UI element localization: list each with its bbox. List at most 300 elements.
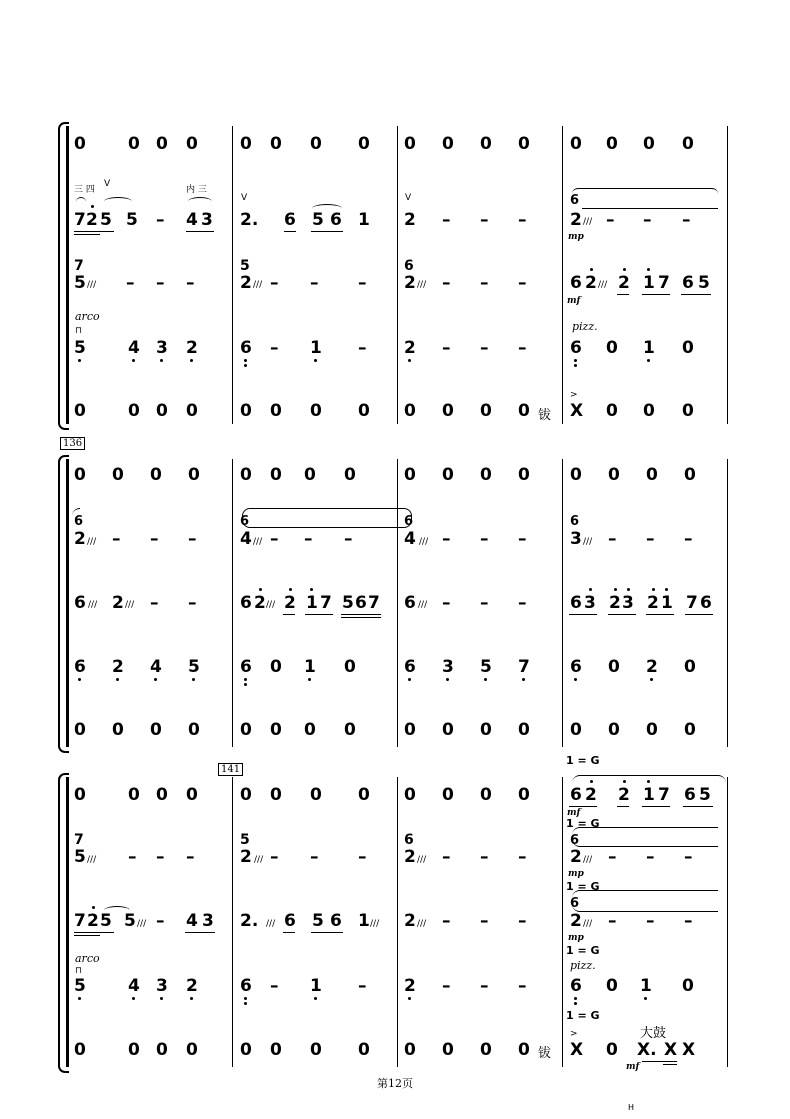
note: 2 (404, 911, 416, 931)
rest-note: 0 (270, 785, 282, 805)
octave-dot (92, 906, 95, 909)
dash: – (186, 847, 195, 867)
tremolo-mark: /// (87, 280, 97, 290)
note: 6 (284, 210, 296, 230)
dash: – (442, 529, 451, 549)
note: 7 (658, 785, 670, 805)
note: 5 (100, 210, 112, 230)
rest-note: 0 (186, 134, 198, 154)
barline (562, 126, 563, 424)
octave-dot (652, 588, 655, 591)
rest-note: 0 (646, 720, 658, 740)
octave-dot (522, 678, 525, 681)
dash: – (480, 911, 489, 931)
octave-dot (484, 678, 487, 681)
note: 3 (156, 338, 168, 358)
rest-note: 0 (128, 785, 140, 805)
rest-note: 0 (310, 785, 322, 805)
rest-note: 0 (270, 134, 282, 154)
rest-note: 0 (358, 134, 370, 154)
tremolo-mark: /// (87, 855, 97, 865)
octave-dot (244, 683, 247, 686)
dash: – (156, 847, 165, 867)
dynamic-mp: mp (568, 933, 584, 943)
octave-dot (244, 359, 247, 362)
dash: – (112, 529, 121, 549)
rest-note: 0 (74, 1040, 86, 1060)
underline (341, 614, 381, 615)
note: 2 (240, 847, 252, 867)
dash: – (518, 593, 527, 613)
dynamic-mf: mf (567, 296, 581, 306)
dash: – (608, 847, 617, 867)
dash: – (480, 593, 489, 613)
rest-note: 0 (608, 465, 620, 485)
note: 4 (150, 657, 162, 677)
dash: – (480, 273, 489, 293)
dash: – (128, 847, 137, 867)
note: 3 (156, 976, 168, 996)
key-signature: 1 = G (566, 1009, 600, 1022)
octave-dot (192, 678, 195, 681)
rest-note: 0 (684, 465, 696, 485)
note: 6 (240, 514, 250, 529)
cymbal-label: 钹 (538, 1046, 552, 1061)
dash: – (186, 273, 195, 293)
rest-note: 0 (480, 465, 492, 485)
rest-note: 0 (358, 1040, 370, 1060)
bow-mark: V (405, 193, 412, 203)
octave-dot (574, 678, 577, 681)
dash: – (518, 529, 527, 549)
underline (74, 234, 100, 235)
note: 6 (404, 832, 414, 848)
note: 2 (404, 210, 416, 230)
octave-dot (244, 1002, 247, 1005)
rest-note: 0 (518, 465, 530, 485)
dash: – (270, 529, 279, 549)
bow-mark: V (241, 193, 248, 203)
dash: – (442, 911, 451, 931)
octave-dot (665, 588, 668, 591)
note: 7 (368, 593, 380, 613)
note: 6 (240, 657, 252, 677)
octave-dot (132, 997, 135, 1000)
barline (562, 459, 563, 747)
rest-note: 0 (344, 720, 356, 740)
note: 2 (585, 785, 597, 805)
dash: – (358, 847, 367, 867)
octave-dot (78, 359, 81, 362)
octave-dot (244, 997, 247, 1000)
note: 2 (112, 657, 124, 677)
note: 1 (310, 976, 322, 996)
bass-drum-label: 大鼓 (640, 1026, 667, 1041)
underline (284, 231, 296, 232)
rest-note: 0 (344, 657, 356, 677)
note: 4 (186, 911, 198, 931)
rest-note: 0 (240, 401, 252, 421)
dash: – (646, 529, 655, 549)
tremolo-mark: /// (253, 280, 263, 290)
underline (185, 932, 215, 933)
underline (569, 806, 597, 807)
tremolo-mark: /// (88, 600, 98, 610)
dash: – (646, 847, 655, 867)
underline (311, 231, 343, 232)
dash: – (682, 210, 691, 230)
hit-note: X (664, 1040, 678, 1060)
rest-note: 0 (128, 401, 140, 421)
note: 2 (240, 273, 252, 293)
rest-note: 0 (74, 785, 86, 805)
dash: – (310, 847, 319, 867)
octave-dot (310, 588, 313, 591)
octave-dot (644, 997, 647, 1000)
dash: – (608, 911, 617, 931)
octave-dot (446, 678, 449, 681)
octave-dot (623, 780, 626, 783)
rest-note: 0 (480, 785, 492, 805)
dash: – (480, 210, 489, 230)
rest-note: 0 (404, 134, 416, 154)
note: 6 (682, 273, 694, 293)
note: 2 (284, 593, 296, 613)
barline (232, 777, 233, 1067)
note: 4 (240, 529, 252, 549)
octave-dot (160, 359, 163, 362)
rest-note: 0 (570, 465, 582, 485)
tie-line (572, 188, 718, 209)
tremolo-mark: /// (583, 537, 593, 547)
tie-line (582, 208, 718, 209)
rest-note: 0 (606, 401, 618, 421)
note: 3 (442, 657, 454, 677)
note: 1 (661, 593, 673, 613)
dash: – (344, 529, 353, 549)
tremolo-mark: /// (125, 600, 135, 610)
note: 6 (570, 514, 580, 529)
underline (305, 614, 333, 615)
dynamic-mf: mf (626, 1062, 640, 1072)
note: 5 (74, 976, 86, 996)
barline (232, 459, 233, 747)
rest-note: 0 (310, 1040, 322, 1060)
note: 3 (584, 593, 596, 613)
octave-dot (314, 359, 317, 362)
underline (608, 614, 636, 615)
note: 2 (404, 847, 416, 867)
rest-note: 0 (442, 401, 454, 421)
note: 1 (310, 338, 322, 358)
octave-dot (259, 588, 262, 591)
rest-note: 0 (404, 785, 416, 805)
rest-note: 0 (358, 785, 370, 805)
rest-note: 0 (404, 401, 416, 421)
dash: – (518, 976, 527, 996)
tremolo-mark: /// (583, 855, 593, 865)
dash: – (270, 976, 279, 996)
note: 7 (518, 657, 530, 677)
note: 5 (74, 338, 86, 358)
dash: – (518, 338, 527, 358)
rest-note: 0 (310, 401, 322, 421)
note: 2 (609, 593, 621, 613)
rest-note: 0 (240, 720, 252, 740)
note: 2 (570, 210, 582, 230)
tremolo-mark: /// (137, 919, 147, 929)
underline (683, 806, 713, 807)
rest-note: 0 (150, 465, 162, 485)
rehearsal-mark: 141 (218, 763, 243, 776)
dash: – (442, 976, 451, 996)
octave-dot (308, 678, 311, 681)
dash: – (684, 911, 693, 931)
note: 6 (570, 593, 582, 613)
tremolo-mark: /// (253, 537, 263, 547)
note: 5 (126, 210, 138, 230)
tremolo-mark: /// (419, 537, 429, 547)
dash: – (480, 529, 489, 549)
rest-note: 0 (74, 401, 86, 421)
note: 1 (643, 338, 655, 358)
dash: – (156, 273, 165, 293)
dash: – (270, 338, 279, 358)
note: 2 (570, 911, 582, 931)
note: 6 (355, 593, 367, 613)
dash: – (150, 529, 159, 549)
dash: – (684, 847, 693, 867)
slur (76, 197, 86, 206)
note: 3 (201, 210, 213, 230)
rest-note: 0 (682, 134, 694, 154)
note: 5 (312, 210, 324, 230)
note: 5 (74, 847, 86, 867)
rest-note: 0 (74, 134, 86, 154)
note: 6 (700, 593, 712, 613)
note: 7 (74, 210, 86, 230)
bow-mark: ⊓ (75, 966, 83, 976)
rest-note: 0 (270, 465, 282, 485)
dash: – (518, 847, 527, 867)
rest-note: 0 (112, 465, 124, 485)
underline (646, 614, 674, 615)
octave-dot (132, 359, 135, 362)
rest-note: 0 (186, 401, 198, 421)
dash: – (684, 529, 693, 549)
octave-dot (408, 678, 411, 681)
hit-note: X (682, 1040, 696, 1060)
dash: – (304, 529, 313, 549)
octave-dot (647, 268, 650, 271)
note: 6 (684, 785, 696, 805)
note: 6 (284, 911, 296, 931)
tremolo-mark: /// (87, 537, 97, 547)
page-number: 第12页 (377, 1077, 413, 1090)
key-signature: 1 = G (566, 754, 600, 767)
note: 5 (240, 258, 250, 274)
rest-note: 0 (404, 465, 416, 485)
underline (681, 294, 711, 295)
note: 5 (124, 911, 136, 931)
octave-dot (650, 678, 653, 681)
note: 2 (646, 657, 658, 677)
rest-note: 0 (518, 401, 530, 421)
rest-note: 0 (682, 338, 694, 358)
note: 6 (404, 258, 414, 274)
rest-note: 0 (480, 1040, 492, 1060)
octave-dot (408, 359, 411, 362)
barline (727, 126, 728, 424)
rest-note: 0 (344, 465, 356, 485)
tie-line (242, 508, 412, 528)
tie-line (572, 890, 718, 912)
rest-note: 0 (112, 720, 124, 740)
octave-dot (623, 268, 626, 271)
rehearsal-mark: 136 (60, 437, 85, 450)
note: 6 (570, 273, 582, 293)
tremolo-mark: /// (598, 280, 608, 290)
dash: – (608, 529, 617, 549)
hit-note: X (570, 401, 584, 421)
rest-note: 0 (156, 785, 168, 805)
note: 6 (570, 833, 580, 848)
octave-dot (289, 588, 292, 591)
note: 6 (240, 338, 252, 358)
rest-note: 0 (518, 134, 530, 154)
octave-dot (116, 678, 119, 681)
rest-note: 0 (270, 401, 282, 421)
rest-note: 0 (646, 465, 658, 485)
rest-note: 0 (442, 134, 454, 154)
note: 1 (643, 785, 655, 805)
note: 6 (74, 514, 84, 529)
octave-dot (574, 1002, 577, 1005)
rest-note: 0 (442, 465, 454, 485)
dynamic-mp: mp (568, 232, 584, 242)
rest-note: 0 (608, 657, 620, 677)
pizz-marking: pizz. (570, 959, 596, 972)
note: 4 (128, 976, 140, 996)
octave-dot (408, 997, 411, 1000)
barline (397, 126, 398, 424)
underline (283, 932, 295, 933)
note: 6 (570, 896, 580, 911)
rest-note: 0 (186, 785, 198, 805)
rest-note: 0 (606, 134, 618, 154)
octave-dot (647, 359, 650, 362)
rest-note: 0 (684, 720, 696, 740)
octave-dot (614, 588, 617, 591)
dynamic-mf: mf (567, 808, 581, 818)
note: 5 (240, 832, 250, 848)
rest-note: 0 (684, 657, 696, 677)
note: 6 (240, 593, 252, 613)
tremolo-mark: /// (266, 919, 276, 929)
note: 5 (312, 911, 324, 931)
note: 2. (240, 911, 259, 931)
tremolo-mark: /// (266, 600, 276, 610)
rest-note: 0 (682, 401, 694, 421)
note: 3 (202, 911, 214, 931)
barline (562, 777, 563, 1067)
system-start-barline (66, 777, 69, 1067)
rest-note: 0 (442, 1040, 454, 1060)
dash: – (442, 273, 451, 293)
dash: – (358, 976, 367, 996)
note: 1 (643, 273, 655, 293)
rest-note: 0 (358, 401, 370, 421)
rest-note: 0 (442, 720, 454, 740)
underline (74, 231, 114, 232)
dash: – (442, 593, 451, 613)
underline (569, 614, 597, 615)
dash: – (310, 273, 319, 293)
note: 7 (658, 273, 670, 293)
octave-dot (154, 678, 157, 681)
rest-note: 0 (128, 1040, 140, 1060)
note: 3 (570, 529, 582, 549)
arco-marking: arco (75, 310, 100, 323)
rest-note: 0 (188, 465, 200, 485)
note: 2 (112, 593, 124, 613)
dash: – (518, 911, 527, 931)
system-start-barline (66, 126, 69, 424)
note: 7 (686, 593, 698, 613)
rest-note: 0 (270, 657, 282, 677)
octave-dot (589, 588, 592, 591)
rest-note: 0 (240, 465, 252, 485)
octave-dot (190, 997, 193, 1000)
rest-note: 0 (186, 1040, 198, 1060)
note: 6 (404, 657, 416, 677)
cymbal-label: 钹 (538, 408, 552, 423)
dash: – (150, 593, 159, 613)
hit-note: X. (637, 1040, 657, 1060)
octave-dot (160, 997, 163, 1000)
note: 1 (304, 657, 316, 677)
bow-mark: V (104, 179, 111, 189)
accent-mark: > (570, 1029, 578, 1039)
octave-dot (91, 205, 94, 208)
rest-note: 0 (310, 134, 322, 154)
corner-mark: H (628, 1103, 635, 1112)
dash: – (358, 273, 367, 293)
note: 6 (570, 785, 582, 805)
note: 7 (320, 593, 332, 613)
rest-note: 0 (608, 720, 620, 740)
rest-note: 0 (74, 465, 86, 485)
barline (727, 777, 728, 1067)
note: 7 (74, 832, 84, 848)
hairline (642, 1061, 666, 1062)
dash: – (442, 210, 451, 230)
note: 7 (74, 911, 86, 931)
rest-note: 0 (682, 976, 694, 996)
dash: – (270, 273, 279, 293)
system-start-barline (66, 459, 69, 747)
note: 6 (570, 193, 580, 208)
slur (104, 197, 132, 206)
note: 5 (699, 785, 711, 805)
underline (642, 294, 670, 295)
tremolo-mark: /// (583, 919, 593, 929)
note: 1 (358, 911, 370, 931)
note: 2 (254, 593, 266, 613)
rest-note: 0 (74, 720, 86, 740)
note: 2. (240, 210, 259, 230)
rest-note: 0 (240, 134, 252, 154)
